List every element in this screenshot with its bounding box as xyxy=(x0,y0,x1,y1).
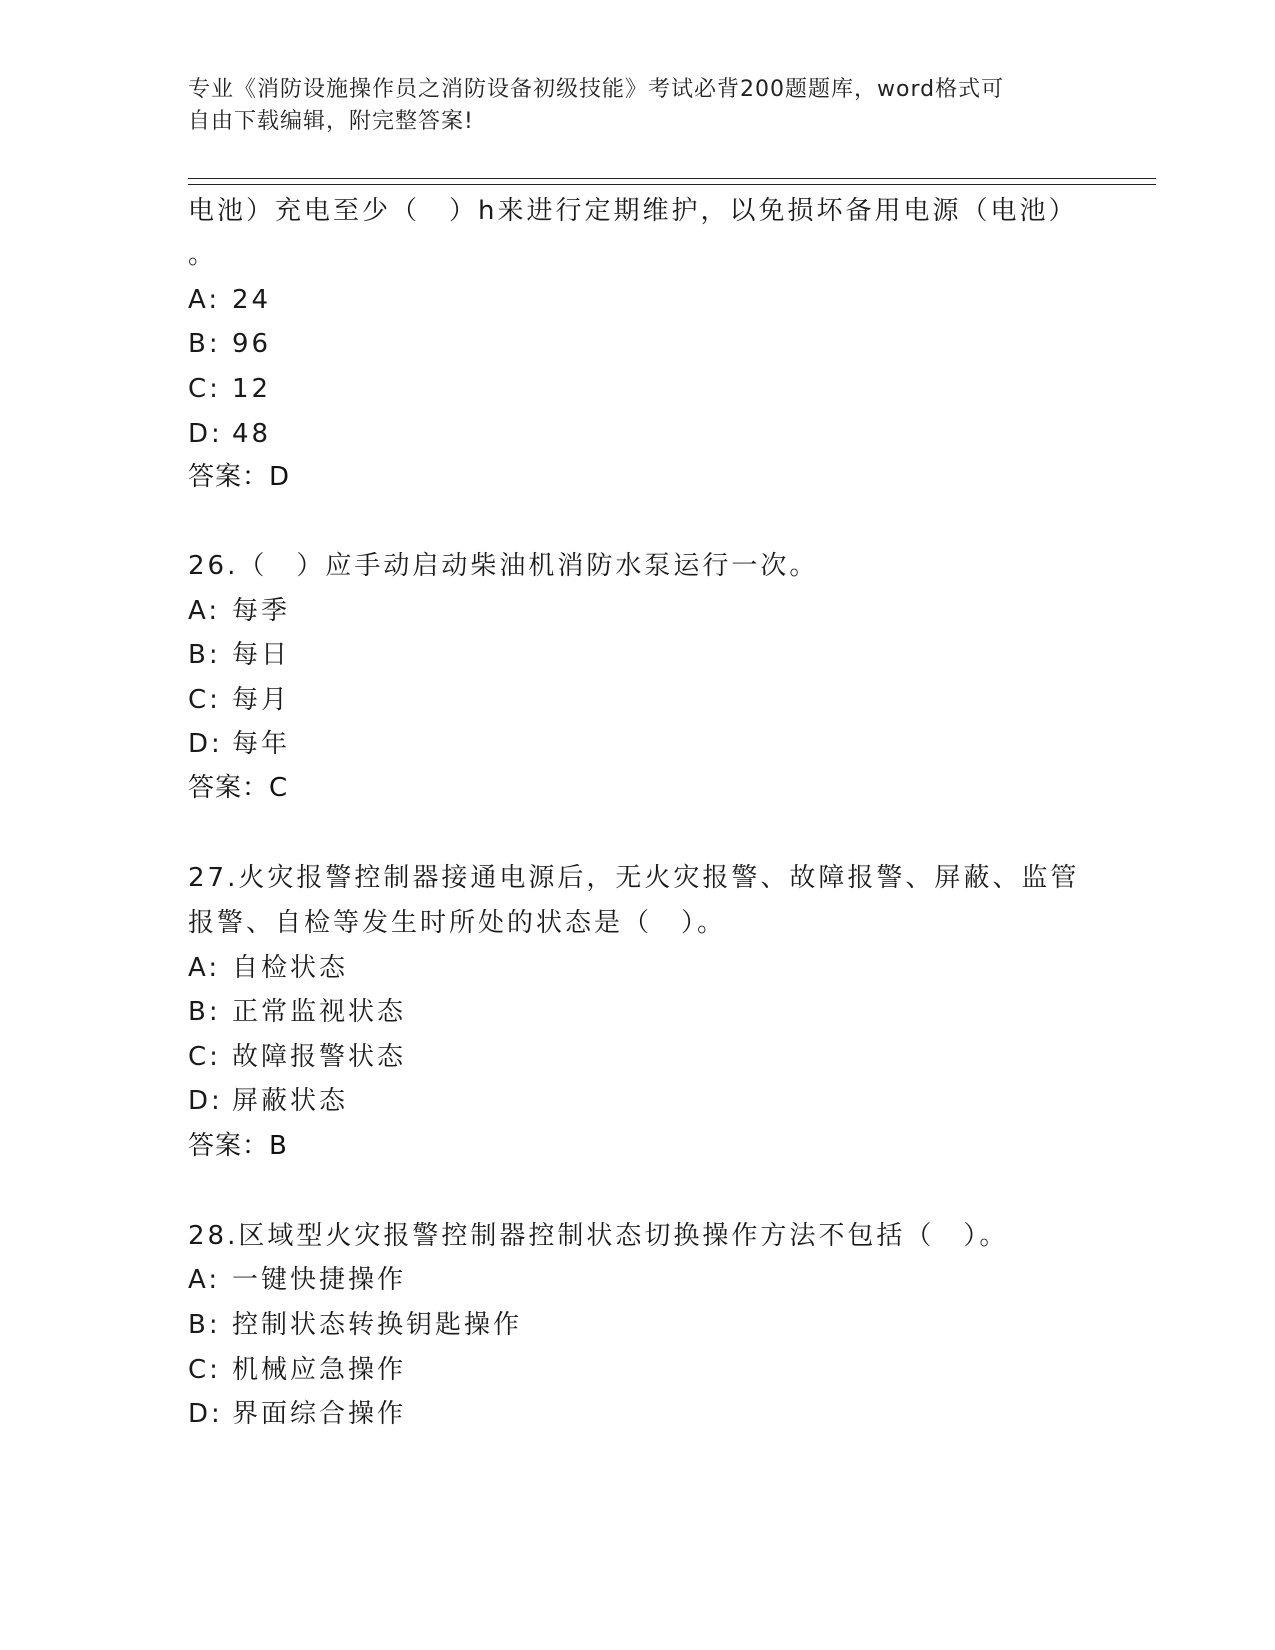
header-line-2: 自由下载编辑，附完整答案! xyxy=(188,109,474,134)
option-text: 24 xyxy=(232,285,272,315)
option-text: 自检状态 xyxy=(232,953,349,983)
question-27-option-b xyxy=(188,995,406,1029)
option-text: 故障报警状态 xyxy=(232,1042,407,1072)
option-label: C: xyxy=(188,1042,221,1072)
question-28-text-line-1: 28.区域型火灾报警控制器控制状态切换操作方法不包括（ ）。 xyxy=(188,1221,1009,1251)
option-label: A: xyxy=(188,1265,221,1295)
option-text: 每日 xyxy=(232,640,291,670)
question-26-text-line-1: 26.（ ）应手动启动柴油机消防水泵运行一次。 xyxy=(188,551,819,581)
question-27-text-line-2: 报警、自检等发生时所处的状态是（ ）。 xyxy=(188,908,727,938)
option-label: A: xyxy=(188,953,221,983)
question-26-option-d xyxy=(188,727,290,761)
question-28-option-d xyxy=(188,1397,406,1431)
question-27-option-d xyxy=(188,1084,348,1118)
question-27-option-a xyxy=(188,951,348,985)
question-25-option-c xyxy=(188,372,271,406)
header-rule-bottom xyxy=(188,184,1156,185)
question-27-answer: 答案：B xyxy=(188,1131,288,1161)
option-label: B: xyxy=(188,329,221,359)
option-text: 界面综合操作 xyxy=(232,1399,407,1429)
option-label: A: xyxy=(188,596,221,626)
option-text: 机械应急操作 xyxy=(232,1355,407,1385)
option-text: 48 xyxy=(232,419,272,449)
question-26-option-b xyxy=(188,638,290,672)
option-text: 一键快捷操作 xyxy=(232,1265,407,1295)
option-label: C: xyxy=(188,685,221,715)
option-text: 12 xyxy=(232,374,272,404)
question-26-option-c xyxy=(188,683,290,717)
question-26-option-a xyxy=(188,594,290,628)
question-25-option-b xyxy=(188,327,271,361)
question-25-answer: 答案：D xyxy=(188,462,291,492)
question-25-text-line-2: 。 xyxy=(188,240,218,270)
question-27-text-line-1: 27.火灾报警控制器接通电源后，无火灾报警、故障报警、屏蔽、监管 xyxy=(188,863,1080,893)
option-label: D: xyxy=(188,1399,223,1429)
option-text: 每月 xyxy=(232,685,291,715)
option-label: D: xyxy=(188,419,223,449)
question-26-answer: 答案：C xyxy=(188,773,289,803)
question-28-option-a xyxy=(188,1263,406,1297)
option-label: A: xyxy=(188,285,221,315)
question-25-option-d xyxy=(188,417,271,451)
option-label: D: xyxy=(188,729,223,759)
option-label: C: xyxy=(188,1355,221,1385)
question-28-option-c xyxy=(188,1353,406,1387)
option-label: B: xyxy=(188,997,221,1027)
option-text: 每季 xyxy=(232,596,291,626)
option-label: D: xyxy=(188,1086,223,1116)
question-25-text-line-1: 电池）充电至少（ ）h来进行定期维护，以免损坏备用电源（电池） xyxy=(188,196,1078,226)
option-text: 控制状态转换钥匙操作 xyxy=(232,1310,523,1340)
option-label: B: xyxy=(188,640,221,670)
option-label: C: xyxy=(188,374,221,404)
header-rule-top xyxy=(188,178,1156,179)
question-28-option-b xyxy=(188,1308,522,1342)
option-text: 屏蔽状态 xyxy=(232,1086,349,1116)
option-text: 每年 xyxy=(232,729,291,759)
question-25-option-a xyxy=(188,283,271,317)
question-27-option-c xyxy=(188,1040,406,1074)
option-label: B: xyxy=(188,1310,221,1340)
option-text: 正常监视状态 xyxy=(232,997,407,1027)
option-text: 96 xyxy=(232,329,272,359)
header-line-1: 专业《消防设施操作员之消防设备初级技能》考试必背200题题库，word格式可 xyxy=(188,77,1005,102)
document-header xyxy=(188,74,1088,138)
